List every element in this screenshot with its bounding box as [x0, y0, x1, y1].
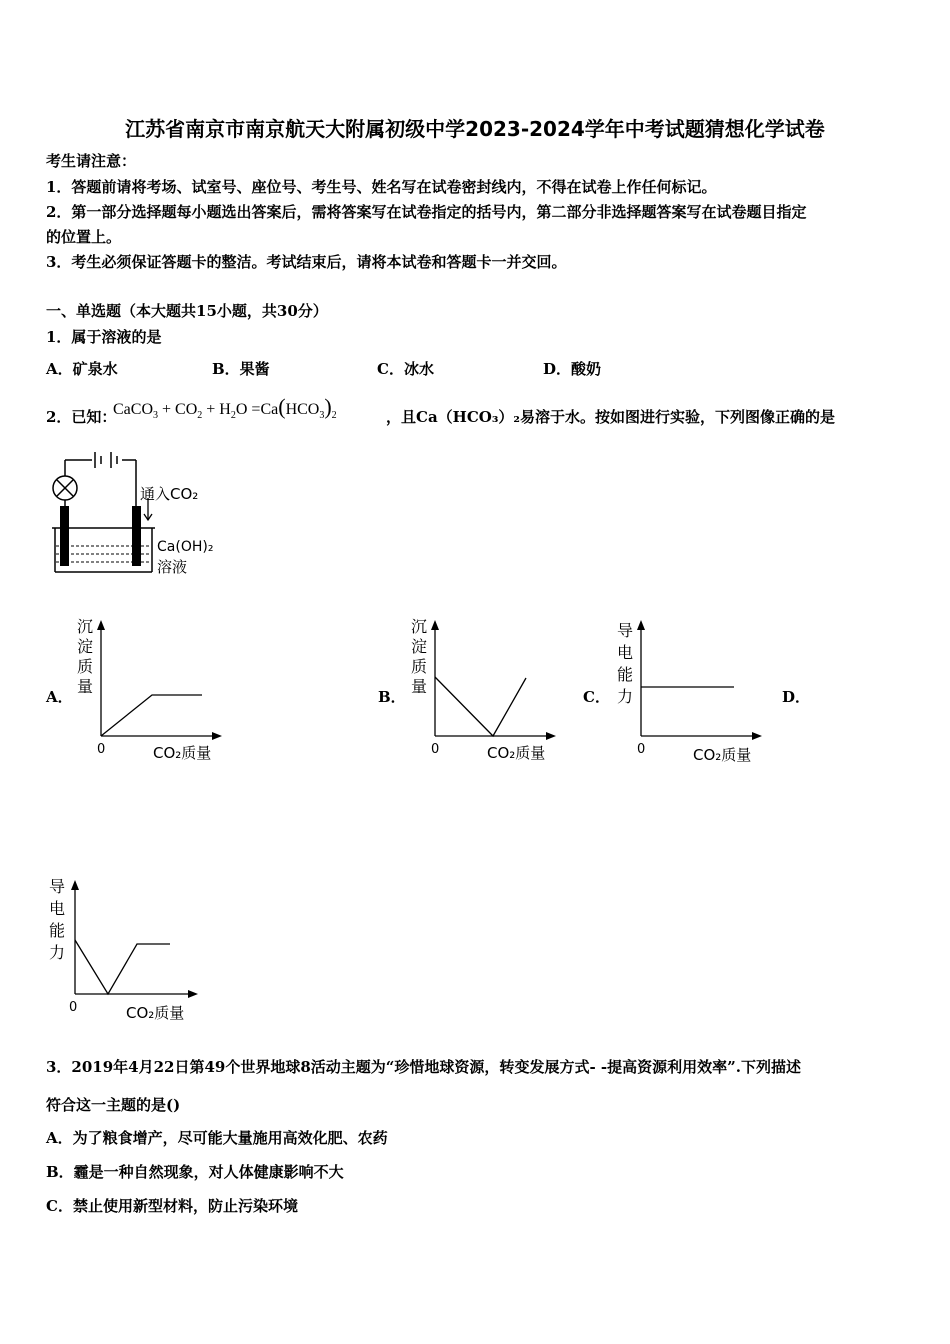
y-axis-arrow-icon	[97, 620, 105, 630]
notice-item: 3．考生必须保证答题卡的整洁。考试结束后，请将本试卷和答题卡一并交回。	[46, 253, 567, 271]
question-3-stem-cont: 符合这一主题的是()	[46, 1096, 181, 1114]
origin-label: 0	[97, 742, 106, 757]
notice-item: 的位置上。	[46, 228, 122, 246]
x-axis-label: CO₂质量	[693, 746, 752, 764]
data-line	[435, 677, 526, 736]
y-axis-arrow-icon	[637, 620, 645, 630]
x-axis-label: CO₂质量	[487, 744, 546, 762]
origin-label: 0	[431, 742, 440, 757]
q2-option-c-letter: C．	[583, 688, 610, 706]
notice-heading: 考生请注意：	[46, 152, 137, 170]
exam-title: 江苏省南京市南京航天大附属初级中学2023-2024学年中考试题猜想化学试卷	[125, 117, 825, 141]
q1-option-c: C．冰水	[377, 360, 434, 378]
graph-d	[44, 870, 214, 1030]
bulb-icon	[53, 476, 77, 500]
chemical-equation: CaCO$_3$ + $CO_2 + H_2O =Ca(HCO_3)_2$	[113, 394, 337, 422]
q1-option-a: A．矿泉水	[46, 360, 118, 378]
origin-label: 0	[637, 742, 646, 757]
y-axis-label: 淀	[77, 637, 94, 656]
y-axis-label: 力	[49, 943, 66, 962]
q1-option-d: D．酸奶	[543, 360, 602, 378]
y-axis-arrow-icon	[431, 620, 439, 630]
notice-item: 2．第一部分选择题每小题选出答案后，需将答案写在试卷指定的括号内，第二部分非选择题答案写在试卷题目指定	[46, 203, 807, 221]
x-axis-arrow-icon	[212, 732, 222, 740]
x-axis-label: CO₂质量	[153, 744, 212, 762]
y-axis-label: 能	[49, 921, 66, 940]
q3-option-a: A．为了粮食增产，尽可能大量施用高效化肥、农药	[46, 1129, 388, 1147]
question-2-suffix: ，且Ca（HCO₃）₂易溶于水。按如图进行实验，下列图像正确的是	[386, 408, 835, 426]
graph-a	[72, 612, 232, 772]
graph-c	[612, 612, 772, 772]
q2-option-d-letter: D．	[782, 688, 811, 706]
y-axis-arrow-icon	[71, 880, 79, 890]
y-axis-label: 力	[617, 687, 634, 706]
q2-option-b-letter: B．	[378, 688, 406, 706]
solution-label: Ca(OH)₂	[157, 539, 214, 555]
y-axis-label: 沉	[77, 617, 94, 636]
y-axis-label: 淀	[411, 637, 428, 656]
y-axis-label: 量	[77, 677, 94, 696]
gas-label: 通入CO₂	[140, 485, 199, 503]
q3-option-c: C．禁止使用新型材料，防止污染环境	[46, 1197, 298, 1215]
notice-item: 1．答题前请将考场、试室号、座位号、考生号、姓名写在试卷密封线内，不得在试卷上作任何标记。	[46, 178, 717, 196]
y-axis-label: 电	[617, 643, 634, 662]
experiment-apparatus	[40, 448, 240, 583]
y-axis-label: 能	[617, 665, 634, 684]
solution-label: 溶液	[157, 558, 188, 576]
question-2-prefix: 2．已知：	[46, 408, 117, 426]
section-heading: 一、单选题（本大题共15小题，共30分）	[46, 302, 328, 320]
q3-option-b: B．霾是一种自然现象，对人体健康影响不大	[46, 1163, 344, 1181]
graph-b	[406, 612, 566, 772]
q1-option-b: B．果酱	[212, 360, 270, 378]
data-line	[75, 940, 170, 994]
y-axis-label: 量	[411, 677, 428, 696]
data-line	[101, 695, 202, 736]
x-axis-arrow-icon	[188, 990, 198, 998]
q2-option-a-letter: A．	[46, 688, 73, 706]
battery-icon	[95, 452, 117, 468]
electrode-right	[132, 506, 141, 566]
y-axis-label: 质	[77, 657, 94, 676]
x-axis-label: CO₂质量	[126, 1004, 185, 1022]
question-1-stem: 1．属于溶液的是	[46, 328, 162, 346]
origin-label: 0	[69, 1000, 78, 1015]
y-axis-label: 导	[49, 877, 66, 896]
y-axis-label: 导	[617, 621, 634, 640]
electrode-left	[60, 506, 69, 566]
question-3-stem: 3．2019年4月22日第49个世界地球8活动主题为“珍惜地球资源，转变发展方式- -提高资源利用效率”.下列描述	[46, 1058, 801, 1076]
y-axis-label: 沉	[411, 617, 428, 636]
x-axis-arrow-icon	[546, 732, 556, 740]
y-axis-label: 质	[411, 657, 428, 676]
y-axis-label: 电	[49, 899, 66, 918]
x-axis-arrow-icon	[752, 732, 762, 740]
